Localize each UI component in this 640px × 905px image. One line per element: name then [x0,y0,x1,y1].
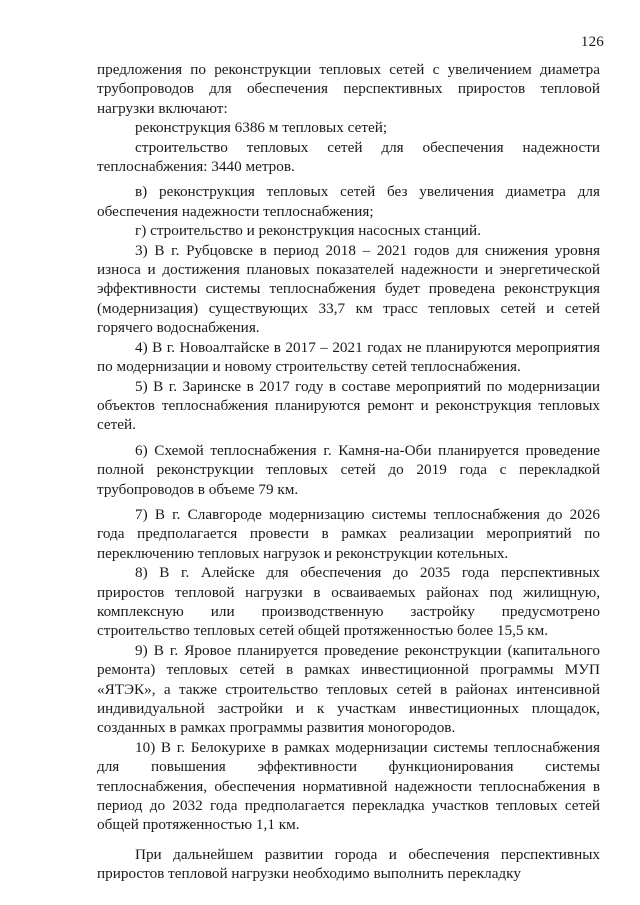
paragraph-item-9-yarovoe: 9) В г. Яровое планируется проведение реконструкции (капитального ремонта) тепловых сетей в рамках инвестиционной программы МУП «ЯТЭК», а также строительство тепловых сетей в районах интенсивной индивидуальной застройки и к участкам инвестиционных площадок, созданных в рамках программы развития моногородов. [97,641,600,737]
document-body [97,60,600,884]
paragraph-item-3-rubtsovsk: 3) В г. Рубцовске в период 2018 – 2021 годов для снижения уровня износа и достижения плановых показателей надежности и энергетической эффективности системы теплоснабжения будет проведена реконструкция (модернизация) существующих 33,7 км трасс тепловых сетей и сетей горячего водоснабжения. [97,241,600,337]
paragraph-item-4-novoaltaysk: 4) В г. Новоалтайске в 2017 – 2021 годах не планируются мероприятия по модернизации и новому строительству сетей теплоснабжения. [97,338,600,376]
paragraph-item-6-kamen-na-obi: 6) Схемой теплоснабжения г. Камня-на-Оби планируется проведение полной реконструкции тепловых сетей до 2019 года с перекладкой трубопроводов в объеме 79 км. [97,441,600,498]
page-number: 126 [580,34,604,50]
paragraph-item-g: г) строительство и реконструкция насосных станций. [135,222,481,240]
paragraph-item-7-slavgorod: 7) В г. Славгороде модернизацию системы теплоснабжения до 2026 года предполагается провести в рамках реализации мероприятий по переключению тепловых нагрузок и реконструкции котельных. [97,505,600,562]
paragraph-reconstruction-length: реконструкция 6386 м тепловых сетей; [135,119,388,137]
paragraph-item-10-belokurikha: 10) В г. Белокурихе в рамках модернизации системы теплоснабжения для повышения эффективности функционирования системы теплоснабжения, обеспечения нормативной надежности теплоснабжения в период до 2032 года предполагается перекладка участков тепловых сетей общей протяженностью 1,1 км. [97,738,600,834]
paragraph-item-v: в) реконструкция тепловых сетей без увеличения диаметра для обеспечения надежности теплоснабжения; [97,183,600,220]
paragraph-intro: предложения по реконструкции тепловых сетей с увеличением диаметра трубопроводов для обеспечения перспективных приростов тепловой нагрузки включают: [97,61,600,117]
paragraph-item-5-zarinsk: 5) В г. Заринске в 2017 году в составе мероприятий по модернизации объектов теплоснабжения планируются ремонт и реконструкция тепловых сетей. [97,377,600,434]
paragraph-construction-length: строительство тепловых сетей для обеспечения надежности теплоснабжения: 3440 метров. [97,138,600,176]
paragraph-item-8-aleysk: 8) В г. Алейске для обеспечения до 2035 года перспективных приростов тепловой нагрузки в осваиваемых районах под жилищную, комплексную или производственную застройку предусмотрено строительство тепловых сетей общей протяженностью более 15,5 км. [97,564,600,640]
paragraph-final: При дальнейшем развитии города и обеспечения перспективных приростов тепловой нагрузки необходимо выполнить перекладку [97,845,600,883]
